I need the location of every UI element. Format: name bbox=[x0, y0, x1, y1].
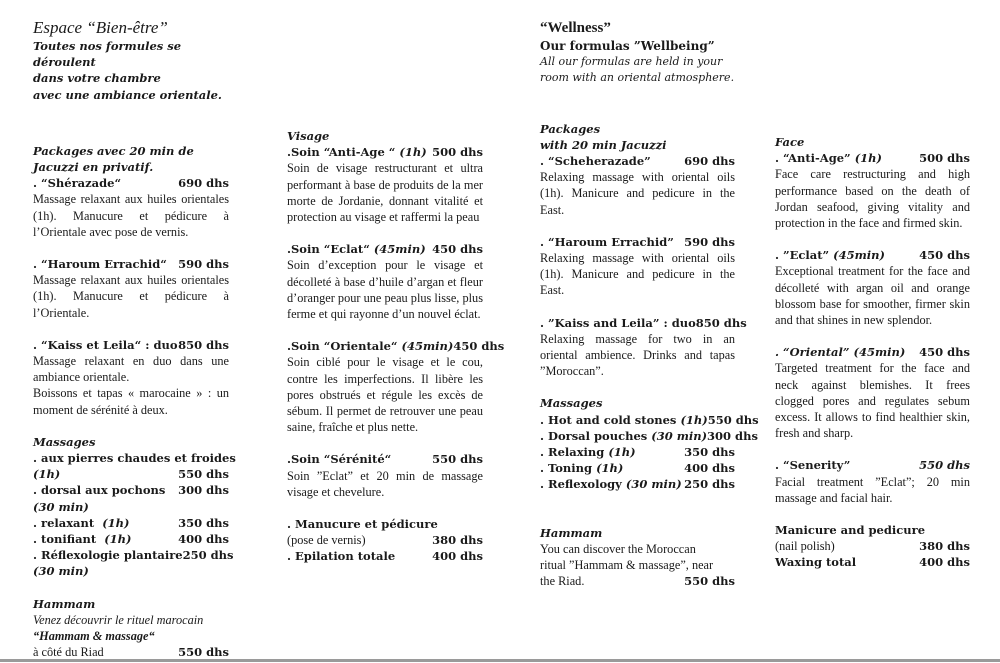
massage-price: 400 dhs bbox=[178, 532, 229, 547]
treatment-duration: (1h) bbox=[399, 145, 427, 160]
treatment-price: 500 dhs bbox=[432, 145, 483, 160]
treatment-name: . ”Eclat” bbox=[775, 248, 830, 263]
waxing-name: Waxing total bbox=[775, 555, 857, 570]
en-face-item bbox=[775, 247, 970, 263]
en-title: “Wellness” bbox=[540, 20, 611, 36]
en-manicure-price-row bbox=[775, 538, 970, 554]
epilation-price: 400 dhs bbox=[432, 549, 483, 564]
treatment-duration: (1h) bbox=[854, 151, 882, 166]
fr-manucure-price-row bbox=[287, 532, 483, 548]
fr-left-column bbox=[33, 18, 236, 661]
treatment-description: Exceptional treatment for the face and décolleté with argan oil and orange blossom base for smoother, firmer skin and that shines in new splendor. bbox=[775, 264, 970, 328]
manicure-price: 380 dhs bbox=[919, 539, 970, 554]
en-face-item bbox=[775, 150, 970, 166]
en-subtitle: Our formulas ”Wellbeing” bbox=[540, 39, 715, 53]
treatment-description: Targeted treatment for the face and neck against blemishes. It frees clogged pores and regulates sebum excess. It allows to find healthier skin, fresh and sharp. bbox=[775, 361, 970, 441]
en-massage-item bbox=[540, 460, 735, 476]
treatment-description: Soin ciblé pour le visage et le cou, contre les imperfections. Il libère les pores obstrués et régule les excès de sébum. Il permet de retrouver une peau saine, fraîche et plus nette. bbox=[287, 355, 483, 435]
en-face-column bbox=[775, 134, 970, 571]
package-name: . “Shérazade“ bbox=[33, 176, 122, 191]
massage-duration: (1h) bbox=[680, 412, 708, 427]
fr-massages-heading: Massages bbox=[33, 434, 96, 449]
package-description: Relaxing massage for two in an oriental ambience. Drinks and tapas ”Moroccan”. bbox=[540, 331, 735, 379]
fr-hammam-line-1: Venez découvrir le rituel marocain bbox=[33, 612, 204, 627]
massage-name: . Relaxing bbox=[540, 445, 605, 460]
package-description: Relaxing massage with oriental oils (1h). Manicure and pedicure in the East. bbox=[540, 251, 735, 298]
fr-package-sherazade bbox=[33, 175, 229, 191]
fr-massage-item bbox=[33, 547, 234, 563]
page-bottom-border bbox=[0, 659, 1000, 662]
treatment-price: 450 dhs bbox=[432, 242, 483, 257]
treatment-duration: (45min) bbox=[833, 248, 885, 263]
massage-duration: (1h) bbox=[608, 445, 636, 460]
en-face-item bbox=[775, 457, 970, 473]
massage-name: . relaxant bbox=[33, 515, 95, 530]
fr-visage-item bbox=[287, 338, 505, 354]
massage-duration: (30 min) bbox=[33, 499, 89, 514]
treatment-name: . “Oriental” bbox=[775, 345, 850, 360]
massage-name: . Réflexologie plantaire bbox=[33, 548, 183, 563]
treatment-price: 550 dhs bbox=[919, 458, 970, 473]
treatment-price: 550 dhs bbox=[432, 452, 483, 467]
en-left-column bbox=[540, 18, 759, 589]
fr-massage-item bbox=[33, 450, 236, 466]
treatment-name: .Soin “Sérénité“ bbox=[287, 452, 392, 467]
en-package-haroum bbox=[540, 234, 735, 250]
treatment-price: 500 dhs bbox=[919, 151, 970, 166]
massage-duration: (1h) bbox=[596, 461, 624, 476]
fr-hammam-price: 550 dhs bbox=[178, 645, 229, 660]
fr-massage-item bbox=[33, 482, 229, 498]
massage-name: . Reflexology bbox=[540, 477, 622, 492]
massage-name: . aux pierres chaudes et froides bbox=[33, 451, 236, 466]
fr-visage-item bbox=[287, 241, 483, 257]
package-description: Massage relaxant aux huiles orientales (1h). Manucure et pédicure à l’Orientale avec pose de vernis. bbox=[33, 192, 229, 239]
treatment-name: .Soin “Eclat“ bbox=[287, 242, 370, 257]
massage-duration: (30 min) bbox=[651, 428, 708, 443]
treatment-name: . “Anti-Age” bbox=[775, 151, 851, 166]
massage-price: 550 dhs bbox=[707, 412, 759, 427]
en-massages-heading: Massages bbox=[540, 396, 603, 411]
massage-price: 300 dhs bbox=[178, 483, 229, 498]
massage-price: 300 dhs bbox=[707, 428, 758, 443]
fr-hammam-line-3: à côté du Riad bbox=[33, 645, 104, 660]
massage-name: . Toning bbox=[540, 461, 593, 476]
fr-massage-item bbox=[33, 499, 229, 515]
treatment-duration: (45min) bbox=[401, 339, 454, 354]
manicure-subtitle: (nail polish) bbox=[775, 539, 835, 554]
package-price: 850 dhs bbox=[178, 337, 229, 352]
en-hammam-heading: Hammam bbox=[540, 525, 603, 540]
treatment-description: Soin d’exception pour le visage et décolleté à base d’huile d’argan et fleur d’oranger pour une peau plus lisse, plus ferme et qui rayonne d’un nouvel éclat. bbox=[287, 258, 483, 322]
en-massage-item bbox=[540, 476, 735, 492]
en-packages-heading-2: with 20 min Jacuzzi bbox=[540, 137, 667, 152]
package-name: . “Kaiss et Leila“ : duo bbox=[33, 337, 178, 352]
en-hammam-line-3: the Riad. bbox=[540, 574, 585, 589]
massage-price: 550 dhs bbox=[178, 467, 229, 482]
en-manicure-row bbox=[775, 522, 970, 538]
en-massage-item bbox=[540, 412, 759, 428]
en-packages-heading-1: Packages bbox=[540, 121, 601, 136]
fr-massage-item bbox=[33, 563, 229, 579]
fr-hammam-line-2: “Hammam & massage“ bbox=[33, 629, 155, 644]
package-name: . “Scheherazade” bbox=[540, 154, 651, 169]
package-price: 690 dhs bbox=[178, 176, 229, 191]
package-description: Relaxing massage with oriental oils (1h). Manicure and pedicure in the East. bbox=[540, 170, 735, 217]
massage-price: 400 dhs bbox=[684, 461, 735, 476]
manicure-name: Manicure and pedicure bbox=[775, 523, 926, 538]
fr-massage-item bbox=[33, 515, 229, 531]
en-face-heading: Face bbox=[775, 135, 805, 149]
fr-hammam-heading: Hammam bbox=[33, 596, 96, 611]
fr-massage-item bbox=[33, 531, 229, 547]
en-hammam-price: 550 dhs bbox=[684, 574, 735, 589]
massage-price: 350 dhs bbox=[684, 445, 735, 460]
package-description: Massage relaxant en duo dans une ambiance orientale. bbox=[33, 354, 229, 385]
treatment-price: 450 dhs bbox=[919, 345, 970, 360]
package-description: Massage relaxant aux huiles orientales (1h). Manucure et pédicure à l’Orientale. bbox=[33, 273, 229, 320]
treatment-name: .Soin “Orientale“ bbox=[287, 339, 398, 354]
en-massage-item bbox=[540, 428, 758, 444]
massage-duration: (30 min) bbox=[33, 564, 89, 579]
en-intro-line-2: room with an oriental atmosphere. bbox=[540, 71, 735, 85]
massage-duration: (1h) bbox=[104, 532, 132, 547]
fr-intro-line-3: avec une ambiance orientale. bbox=[33, 87, 222, 102]
fr-visage-item bbox=[287, 144, 483, 160]
fr-epilation-row bbox=[287, 548, 483, 564]
fr-visage-item bbox=[287, 451, 483, 467]
fr-intro-line-2: dans votre chambre bbox=[33, 71, 161, 86]
en-waxing-row bbox=[775, 554, 970, 570]
en-hammam-line-1: You can discover the Moroccan bbox=[540, 541, 696, 556]
massage-name: . tonifiant bbox=[33, 532, 97, 547]
package-description-extra: Boissons et tapas « marocaine » : un moment de sérénité à deux. bbox=[33, 386, 229, 417]
fr-massage-item bbox=[33, 466, 229, 482]
treatment-description: Face care restructuring and high performance based on the death of Jordan seafood, giving vitality and protection in the face and firmed skin. bbox=[775, 167, 970, 231]
en-package-kaiss bbox=[540, 315, 747, 331]
massage-duration: (1h) bbox=[33, 467, 61, 482]
treatment-price: 450 dhs bbox=[453, 339, 505, 354]
manucure-name: . Manucure et pédicure bbox=[287, 517, 438, 532]
package-name: . “Haroum Errachid” bbox=[540, 234, 674, 249]
treatment-duration: (45min) bbox=[853, 345, 906, 360]
treatment-duration: (45min) bbox=[373, 242, 426, 257]
massage-name: . dorsal aux pochons bbox=[33, 483, 166, 498]
fr-visage-column bbox=[287, 128, 505, 565]
massage-duration: (30 min) bbox=[625, 477, 682, 492]
treatment-name: . “Senerity” bbox=[775, 458, 851, 473]
manucure-price: 380 dhs bbox=[432, 533, 483, 548]
massage-price: 250 dhs bbox=[182, 548, 234, 563]
fr-intro-line-1: Toutes nos formules se déroulent bbox=[33, 39, 182, 70]
en-massage-item bbox=[540, 444, 735, 460]
massage-price: 250 dhs bbox=[684, 477, 735, 492]
fr-packages-heading: Packages avec 20 min de Jacuzzi en privatif. bbox=[33, 143, 194, 175]
package-price: 590 dhs bbox=[178, 257, 229, 272]
fr-visage-heading: Visage bbox=[287, 129, 330, 143]
epilation-name: . Epilation totale bbox=[287, 549, 396, 564]
fr-manucure-row bbox=[287, 516, 483, 532]
package-name: . ”Kaiss and Leila” : duo bbox=[540, 315, 696, 330]
en-face-item bbox=[775, 344, 970, 360]
waxing-price: 400 dhs bbox=[919, 555, 970, 570]
en-package-scheherazade bbox=[540, 153, 735, 169]
massage-name: . Dorsal pouches bbox=[540, 428, 648, 443]
treatment-description: Soin ”Eclat” et 20 min de massage visage et chevelure. bbox=[287, 468, 483, 499]
package-price: 590 dhs bbox=[684, 234, 735, 249]
massage-name: . Hot and cold stones bbox=[540, 412, 677, 427]
en-intro-line-1: All our formulas are held in your bbox=[540, 55, 723, 69]
fr-package-kaiss bbox=[33, 337, 229, 353]
en-hammam-price-row bbox=[540, 573, 735, 589]
treatment-name: .Soin “Anti-Age “ bbox=[287, 145, 396, 160]
massage-price: 350 dhs bbox=[178, 515, 229, 530]
manucure-subtitle: (pose de vernis) bbox=[287, 533, 366, 548]
treatment-description: Soin de visage restructurant et ultra performant à base de produits de la mer morte de Jordanie, donnant vitalité et protection au visage et raffermi la peau bbox=[287, 161, 483, 225]
fr-title: Espace “Bien-être” bbox=[33, 18, 168, 37]
treatment-description: Facial treatment ”Eclat”; 20 min massage and facial hair. bbox=[775, 474, 970, 505]
treatment-price: 450 dhs bbox=[919, 248, 970, 263]
package-price: 690 dhs bbox=[684, 154, 735, 169]
fr-package-haroum bbox=[33, 256, 229, 272]
en-hammam-line-2: ritual ”Hammam & massage”, near bbox=[540, 558, 714, 573]
massage-duration: (1h) bbox=[102, 515, 130, 530]
package-price: 850 dhs bbox=[695, 315, 747, 330]
package-name: . “Haroum Errachid“ bbox=[33, 257, 167, 272]
